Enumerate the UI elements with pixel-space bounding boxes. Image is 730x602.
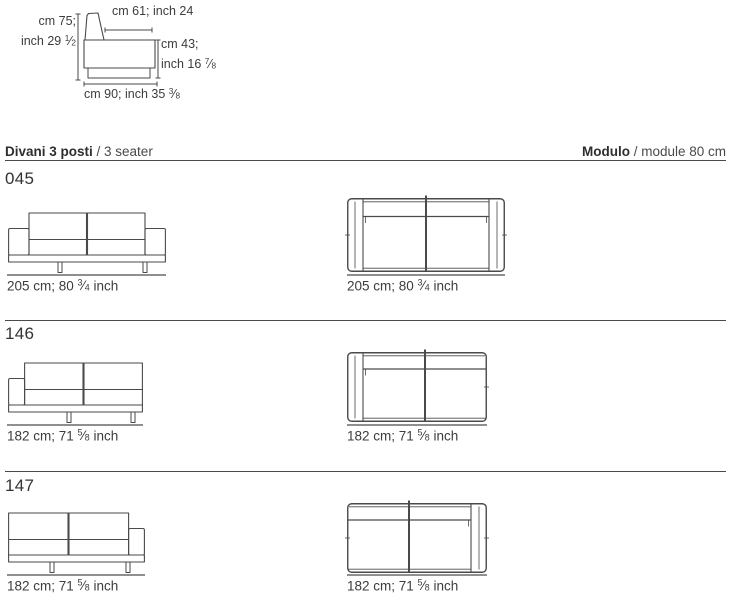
top-width-label-147: 182 cm; 71 $^5⁄_8$ inch <box>347 578 459 594</box>
module-title-rest: / module 80 cm <box>629 144 726 159</box>
module-title <box>582 144 726 159</box>
section-title-rest: / 3 seater <box>92 144 153 159</box>
model-code-045: 045 <box>5 169 35 188</box>
sofa-front-view-147 <box>8 511 145 573</box>
sofa-top-view-147 <box>347 503 487 573</box>
dimension-line <box>7 274 166 276</box>
sofa-top-view-045 <box>347 198 505 272</box>
dimension-line <box>347 424 487 426</box>
dimension-line <box>347 574 487 576</box>
sofa-front-view-146 <box>8 361 143 423</box>
dim-label-total-depth: cm 90; inch 35 $^3⁄_8$ <box>84 87 181 102</box>
dim-label-seat-height: cm 43; inch 16 $^7⁄_8$ <box>161 37 217 72</box>
model-code-147: 147 <box>5 476 35 495</box>
front-width-label-045: 205 cm; 80 $^3⁄_4$ inch <box>7 278 119 294</box>
sofa-top-view-146 <box>347 352 487 422</box>
top-width-label-045: 205 cm; 80 $^3⁄_4$ inch <box>347 278 459 294</box>
model-code-146: 146 <box>5 324 35 343</box>
section-title <box>5 144 153 159</box>
dimension-line <box>7 574 145 576</box>
section-rule-3 <box>5 471 726 472</box>
dimension-line <box>7 424 143 426</box>
sofa-front-view-045 <box>8 211 166 273</box>
sofa-side-profile-drawing <box>75 10 165 88</box>
top-width-label-146: 182 cm; 71 $^5⁄_8$ inch <box>347 428 459 444</box>
front-width-label-147: 182 cm; 71 $^5⁄_8$ inch <box>7 578 119 594</box>
dim-label-top-depth: cm 61; inch 24 <box>112 4 194 18</box>
section-rule-1 <box>5 160 726 161</box>
dim-label-height: cm 75; inch 29 $^1⁄_2$ <box>20 14 76 49</box>
module-title-strong: Modulo <box>581 144 630 159</box>
side-view-diagram <box>0 0 260 110</box>
dimension-line <box>347 274 505 276</box>
section-title-strong: Divani 3 posti <box>5 144 93 159</box>
front-width-label-146: 182 cm; 71 $^5⁄_8$ inch <box>7 428 119 444</box>
section-rule-2 <box>5 320 726 321</box>
